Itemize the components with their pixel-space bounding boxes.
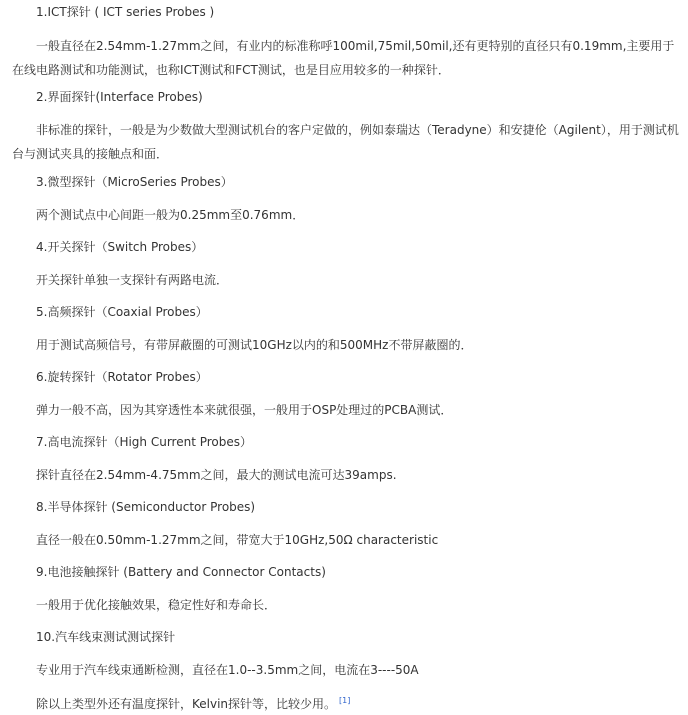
section-heading: 4.开关探针（Switch Probes） — [36, 240, 204, 254]
reference-link[interactable]: [1] — [339, 696, 351, 705]
closing-paragraph — [36, 694, 350, 711]
section-heading: 5.高频探针（Coaxial Probes） — [36, 305, 208, 319]
section-body: 一般直径在2.54mm-1.27mm之间，有业内的标准称呼100mil,75mil,50mil,还有更特别的直径只有0.19mm,主要用于在线电路测试和功能测试，也称ICT测试和FCT测试，也是目应用较多的一种探针． — [12, 39, 675, 77]
section-body: 直径一般在0.50mm-1.27mm之间，带宽大于10GHz,50Ω characteristic — [36, 533, 439, 547]
closing-text: 除以上类型外还有温度探针，Kelvin探针等，比较少用。 — [36, 697, 337, 711]
section-heading: 8.半导体探针 (Semiconductor Probes) — [36, 500, 256, 514]
section-heading: 10.汽车线束测试测试探针 — [36, 630, 176, 644]
section-body: 一般用于优化接触效果，稳定性好和寿命长． — [36, 598, 277, 612]
section-heading: 1.ICT探针 ( ICT series Probes ) — [36, 5, 215, 19]
section-heading: 3.微型探针（MicroSeries Probes） — [36, 175, 233, 189]
section-body: 开关探针单独一支探针有两路电流． — [36, 273, 229, 287]
section-body: 探针直径在2.54mm-4.75mm之间，最大的测试电流可达39amps. — [36, 468, 397, 482]
section-heading: 2.界面探针(Interface Probes) — [36, 90, 203, 104]
section-heading: 6.旋转探针（Rotator Probes） — [36, 370, 208, 384]
section-heading: 7.高电流探针（High Current Probes） — [36, 435, 253, 449]
section-heading: 9.电池接触探针 (Battery and Connector Contacts) — [36, 565, 326, 579]
section-body: 用于测试高频信号，有带屏蔽圈的可测试10GHz以内的和500MHz不带屏蔽圈的． — [36, 338, 473, 352]
section-body: 弹力一般不高，因为其穿透性本来就很强，一般用于OSP处理过的PCBA测试． — [36, 403, 453, 417]
section-body: 非标准的探针，一般是为少数做大型测试机台的客户定做的，例如泰瑞达（Teradyne）和安捷伦（Agilent），用于测试机台与测试夹具的接触点和面． — [12, 123, 679, 161]
section-body: 专业用于汽车线束通断检测，直径在1.0--3.5mm之间，电流在3----50A — [36, 663, 419, 677]
section-body: 两个测试点中心间距一般为0.25mm至0.76mm． — [36, 208, 305, 222]
